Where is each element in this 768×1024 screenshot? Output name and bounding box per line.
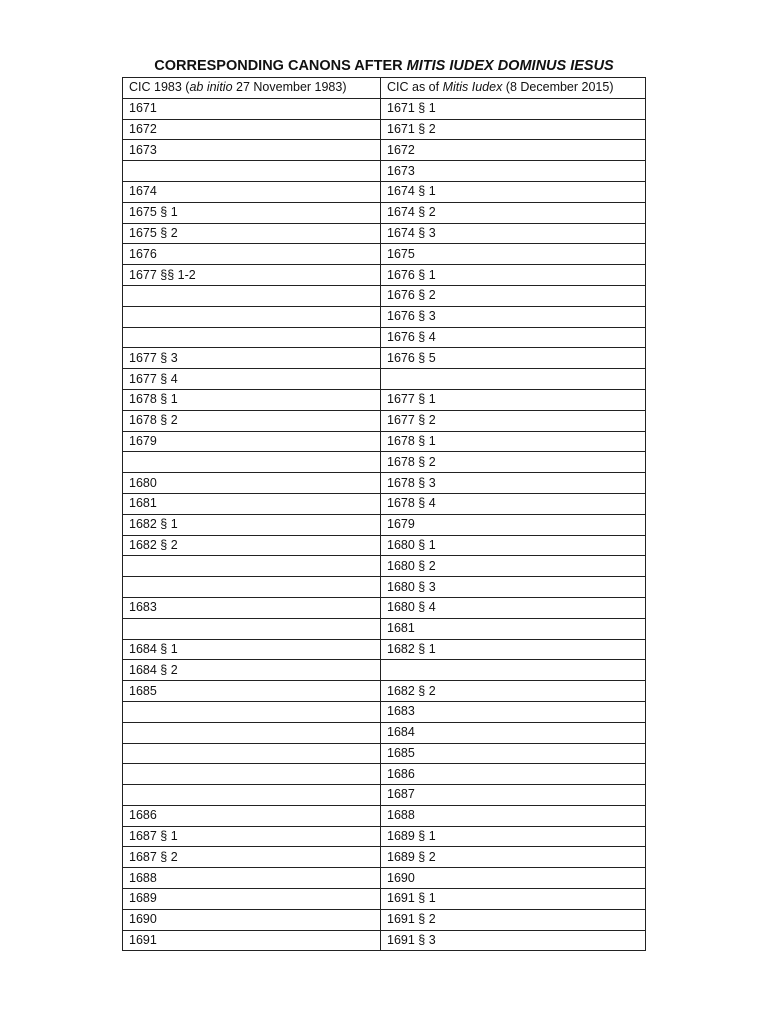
cell-cic-mitis-iudex: 1677 § 2	[381, 410, 646, 431]
cell-cic-1983: 1683	[123, 597, 381, 618]
cell-cic-1983: 1675 § 1	[123, 202, 381, 223]
cell-cic-mitis-iudex: 1678 § 1	[381, 431, 646, 452]
cell-cic-mitis-iudex: 1688	[381, 805, 646, 826]
title-prefix: CORRESPONDING CANONS AFTER	[154, 58, 407, 74]
table-row	[123, 431, 646, 452]
cell-cic-mitis-iudex: 1691 § 2	[381, 909, 646, 930]
page-title	[0, 56, 768, 76]
table-row	[123, 805, 646, 826]
cell-cic-mitis-iudex: 1684	[381, 722, 646, 743]
cell-cic-1983	[123, 577, 381, 598]
cell-cic-1983: 1673	[123, 140, 381, 161]
cell-cic-mitis-iudex: 1671 § 2	[381, 119, 646, 140]
table-row	[123, 140, 646, 161]
header-row	[123, 78, 646, 99]
table-row	[123, 306, 646, 327]
cell-cic-1983	[123, 785, 381, 806]
cell-cic-1983: 1688	[123, 868, 381, 889]
cell-cic-1983: 1686	[123, 805, 381, 826]
table-row	[123, 119, 646, 140]
table-row	[123, 452, 646, 473]
table-row	[123, 369, 646, 390]
cell-cic-mitis-iudex: 1672	[381, 140, 646, 161]
cell-cic-mitis-iudex: 1683	[381, 701, 646, 722]
cell-cic-mitis-iudex: 1676 § 3	[381, 306, 646, 327]
cell-cic-1983: 1679	[123, 431, 381, 452]
table-row	[123, 785, 646, 806]
table-row	[123, 722, 646, 743]
cell-cic-1983	[123, 327, 381, 348]
table-row	[123, 181, 646, 202]
table-row	[123, 889, 646, 910]
table-row	[123, 244, 646, 265]
cell-cic-1983	[123, 701, 381, 722]
table-row	[123, 701, 646, 722]
table-row	[123, 223, 646, 244]
table-row	[123, 618, 646, 639]
table-row	[123, 535, 646, 556]
cell-cic-mitis-iudex: 1676 § 4	[381, 327, 646, 348]
header-cell-cic-1983: CIC 1983 (ab initio 27 November 1983)	[123, 78, 381, 99]
cell-cic-1983: 1682 § 2	[123, 535, 381, 556]
table-row	[123, 764, 646, 785]
cell-cic-mitis-iudex: 1691 § 3	[381, 930, 646, 951]
cell-cic-1983: 1682 § 1	[123, 514, 381, 535]
cell-cic-1983	[123, 618, 381, 639]
table-row	[123, 493, 646, 514]
cell-cic-1983: 1677 § 3	[123, 348, 381, 369]
cell-cic-1983	[123, 722, 381, 743]
cell-cic-mitis-iudex: 1671 § 1	[381, 98, 646, 119]
table-row	[123, 410, 646, 431]
table-row	[123, 348, 646, 369]
cell-cic-mitis-iudex: 1678 § 2	[381, 452, 646, 473]
table-row	[123, 577, 646, 598]
cell-cic-1983: 1684 § 1	[123, 639, 381, 660]
cell-cic-1983	[123, 161, 381, 182]
table-row	[123, 473, 646, 494]
cell-cic-1983: 1687 § 2	[123, 847, 381, 868]
table-row	[123, 930, 646, 951]
table-row	[123, 660, 646, 681]
cell-cic-1983: 1671	[123, 98, 381, 119]
table-row	[123, 161, 646, 182]
canons-table	[122, 77, 646, 951]
table-row	[123, 743, 646, 764]
cell-cic-1983: 1680	[123, 473, 381, 494]
cell-cic-1983: 1677 § 4	[123, 369, 381, 390]
cell-cic-mitis-iudex: 1676 § 5	[381, 348, 646, 369]
cell-cic-1983: 1677 §§ 1-2	[123, 265, 381, 286]
cell-cic-mitis-iudex: 1680 § 1	[381, 535, 646, 556]
cell-cic-1983: 1678 § 1	[123, 389, 381, 410]
cell-cic-mitis-iudex: 1682 § 1	[381, 639, 646, 660]
cell-cic-1983	[123, 743, 381, 764]
table-row	[123, 98, 646, 119]
cell-cic-mitis-iudex: 1679	[381, 514, 646, 535]
table-row	[123, 826, 646, 847]
cell-cic-mitis-iudex: 1676 § 1	[381, 265, 646, 286]
cell-cic-mitis-iudex: 1674 § 3	[381, 223, 646, 244]
table-row	[123, 597, 646, 618]
cell-cic-1983: 1675 § 2	[123, 223, 381, 244]
cell-cic-1983: 1690	[123, 909, 381, 930]
cell-cic-mitis-iudex: 1673	[381, 161, 646, 182]
cell-cic-1983: 1685	[123, 681, 381, 702]
cell-cic-mitis-iudex: 1680 § 2	[381, 556, 646, 577]
cell-cic-1983: 1687 § 1	[123, 826, 381, 847]
table-row	[123, 514, 646, 535]
cell-cic-mitis-iudex: 1686	[381, 764, 646, 785]
table-row	[123, 639, 646, 660]
cell-cic-1983	[123, 556, 381, 577]
cell-cic-1983	[123, 306, 381, 327]
cell-cic-mitis-iudex: 1678 § 4	[381, 493, 646, 514]
table-row	[123, 909, 646, 930]
cell-cic-mitis-iudex: 1680 § 3	[381, 577, 646, 598]
cell-cic-mitis-iudex: 1682 § 2	[381, 681, 646, 702]
cell-cic-mitis-iudex: 1687	[381, 785, 646, 806]
cell-cic-mitis-iudex: 1690	[381, 868, 646, 889]
table-row	[123, 202, 646, 223]
cell-cic-mitis-iudex: 1685	[381, 743, 646, 764]
cell-cic-1983: 1676	[123, 244, 381, 265]
cell-cic-mitis-iudex	[381, 660, 646, 681]
table-body	[123, 98, 646, 951]
cell-cic-1983	[123, 452, 381, 473]
cell-cic-1983: 1674	[123, 181, 381, 202]
title-italic: MITIS IUDEX DOMINUS IESUS	[406, 58, 614, 74]
cell-cic-1983: 1681	[123, 493, 381, 514]
cell-cic-mitis-iudex: 1676 § 2	[381, 285, 646, 306]
table-row	[123, 285, 646, 306]
table-row	[123, 868, 646, 889]
cell-cic-1983: 1672	[123, 119, 381, 140]
cell-cic-mitis-iudex: 1691 § 1	[381, 889, 646, 910]
cell-cic-mitis-iudex: 1689 § 1	[381, 826, 646, 847]
cell-cic-mitis-iudex: 1674 § 2	[381, 202, 646, 223]
cell-cic-mitis-iudex: 1689 § 2	[381, 847, 646, 868]
table-row	[123, 681, 646, 702]
cell-cic-mitis-iudex: 1674 § 1	[381, 181, 646, 202]
table-row	[123, 265, 646, 286]
cell-cic-1983	[123, 285, 381, 306]
table-row	[123, 327, 646, 348]
cell-cic-1983: 1678 § 2	[123, 410, 381, 431]
cell-cic-1983	[123, 764, 381, 785]
cell-cic-1983: 1684 § 2	[123, 660, 381, 681]
table-row	[123, 556, 646, 577]
header-cell-cic-mitis-iudex: CIC as of Mitis Iudex (8 December 2015)	[381, 78, 646, 99]
cell-cic-mitis-iudex: 1678 § 3	[381, 473, 646, 494]
cell-cic-1983: 1689	[123, 889, 381, 910]
table-row	[123, 389, 646, 410]
cell-cic-mitis-iudex	[381, 369, 646, 390]
table-row	[123, 847, 646, 868]
cell-cic-mitis-iudex: 1675	[381, 244, 646, 265]
cell-cic-mitis-iudex: 1681	[381, 618, 646, 639]
cell-cic-1983: 1691	[123, 930, 381, 951]
cell-cic-mitis-iudex: 1677 § 1	[381, 389, 646, 410]
cell-cic-mitis-iudex: 1680 § 4	[381, 597, 646, 618]
